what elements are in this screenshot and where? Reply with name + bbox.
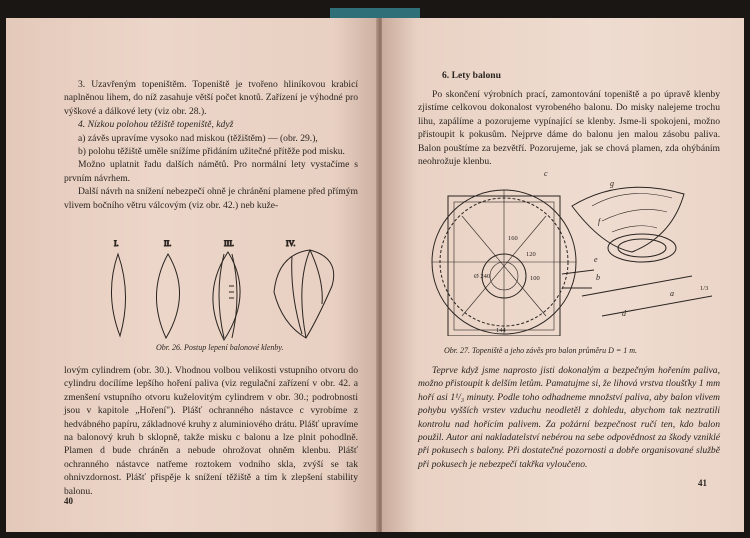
item-4-intro: 4. Nízkou polohou těžiště topeniště, když [78, 119, 234, 131]
page-number: 41 [698, 478, 707, 488]
dimension-label: 144 [496, 327, 506, 334]
paragraph: Po skončení výrobních prací, zamontování topeniště a po úpravě klenby zjistíme celkovou dokonalost vyrobeného balonu. Do misky nalejeme trochu lihu, zapálíme a pozorujeme vypínající se klenby. Jsme-li spokojeni, možno přistoupit k pokusům. Nejprve dáme do balonu jen malou zásobu paliva. Balon pouštíme za bezvětří. Pozorujeme, jak se chová plamen, zda ohýbáním neohrožuje klenbu. [418, 89, 720, 168]
fig-label: I. [114, 239, 119, 248]
burner-dish-inner [618, 239, 666, 257]
gore-shape-3 [213, 252, 240, 340]
item-3: 3. Uzavřeným topeništěm. Topeniště je tvořeno hliníkovou krabicí naplněnou lihem, do níž zasahuje větší počet knotů. Zařízení je výhodné pro výškové a dálkové lety (viz obr. 28.). [64, 79, 358, 117]
gore-marks [229, 286, 234, 298]
right-text-top [418, 88, 720, 168]
figure-caption: Obr. 26. Postup lepení balonové klenby. [156, 343, 284, 352]
fig-label: IV. [286, 239, 296, 248]
fig-label: II. [164, 239, 172, 248]
burner-detail-lines [592, 194, 672, 233]
balloon-gore-figure [96, 234, 356, 344]
left-text-bottom [64, 364, 358, 498]
gore-shape-2 [156, 254, 179, 338]
diagram-label: e [594, 255, 598, 264]
paragraph: Teprve když jsme naprosto jisti dokonalým a bezpečným hořením paliva, možno přistoupit k delším letům. Pamatujme si, že lihová vrstva tloušťky 1 mm hoří asi 1¹/₃ minuty. Podle toho odhadneme množství paliva, aby balon vlivem pohybu vyšších vrstev vzduchu neodletěl z dohledu, abychom tak neztratili kontrolu nad hořícím palivem. Za požární bezpečnost ručí ten, kdo balon použil. Autor ani nakladatelství nebérou na sebe odpovědnost za škody vzniklé při pokusech s balony. Při dostatečné pozornosti a dobře organisované službě při pokusech je nebezpečí takřka vyloučeno. [418, 365, 720, 470]
diagram-label: c [544, 169, 548, 178]
fig-label: III. [224, 239, 234, 248]
dimension-line [602, 296, 712, 316]
dimension-label: 1/3 [700, 285, 709, 292]
dimension-label: Ø 240 [474, 273, 491, 280]
paragraph: Možno uplatnit řadu dalších námětů. Pro normální lety vystačíme s prvním návrhem. [64, 159, 358, 184]
item-4-b: b) polohu těžiště uměle snížíme přidáním užitečné přítěže pod misku. [78, 146, 345, 158]
book-spread [6, 18, 744, 532]
right-page [382, 18, 744, 532]
gore-seams [219, 254, 237, 338]
gore-seams-4 [292, 250, 323, 338]
paragraph: lovým cylindrem (obr. 30.). Vhodnou volbou velikosti vstupního otvoru do cylindru docílíme lepšího hoření paliva (viz regulační zařízení v obr. 42. a zmenšení vstupního otvoru kuželovitým cylindrem v obr. 30.; podrobnosti jsou v kapitole „Hoření"). Plášť ochranného nástavce c vyrobíme z hedvábného papíru, základnové kruhy z aluminiového drátu. Plášť upravíme na balonový kruh b sklopně, takže misku c balonu a lze plnit pohodlně. Plamen d bude chráněn a nebude ohrožovat ohněm klenbu. Plášť ochranného nástavce natřeme roztokem vodního skla, zvýší se tak ohnivzdornost. Plášť přispěje k snížení těžiště a tím k zlepšení stability balonu. [64, 365, 358, 497]
section-heading: 6. Lety balonu [442, 70, 501, 81]
burner-diagram [422, 166, 722, 336]
page-number: 40 [64, 496, 73, 506]
left-text-top [64, 78, 358, 212]
item-4-a: a) závěs upravíme vysoko nad miskou (těžištěm) — (obr. 29.), [78, 132, 318, 144]
dimension-label: 120 [526, 251, 536, 258]
dimension-label: 160 [508, 235, 518, 242]
diagram-label: a [670, 289, 674, 298]
diagram-label: f [598, 217, 601, 226]
diagram-label: b [596, 273, 600, 282]
paragraph: Další návrh na snížení nebezpečí ohně je chránění plamene před přímým vlivem bočního větru válcovým (viz obr. 42.) neb kuže- [64, 186, 358, 211]
left-page [6, 18, 378, 532]
right-text-bottom [418, 364, 720, 471]
gore-shape-1 [111, 254, 125, 336]
figure-caption: Obr. 27. Topeniště a jeho závěs pro balon průměru D = 1 m. [444, 346, 638, 355]
diagram-label: d [622, 309, 626, 318]
dimension-label: 100 [530, 275, 540, 282]
diagram-label: g [610, 179, 614, 188]
